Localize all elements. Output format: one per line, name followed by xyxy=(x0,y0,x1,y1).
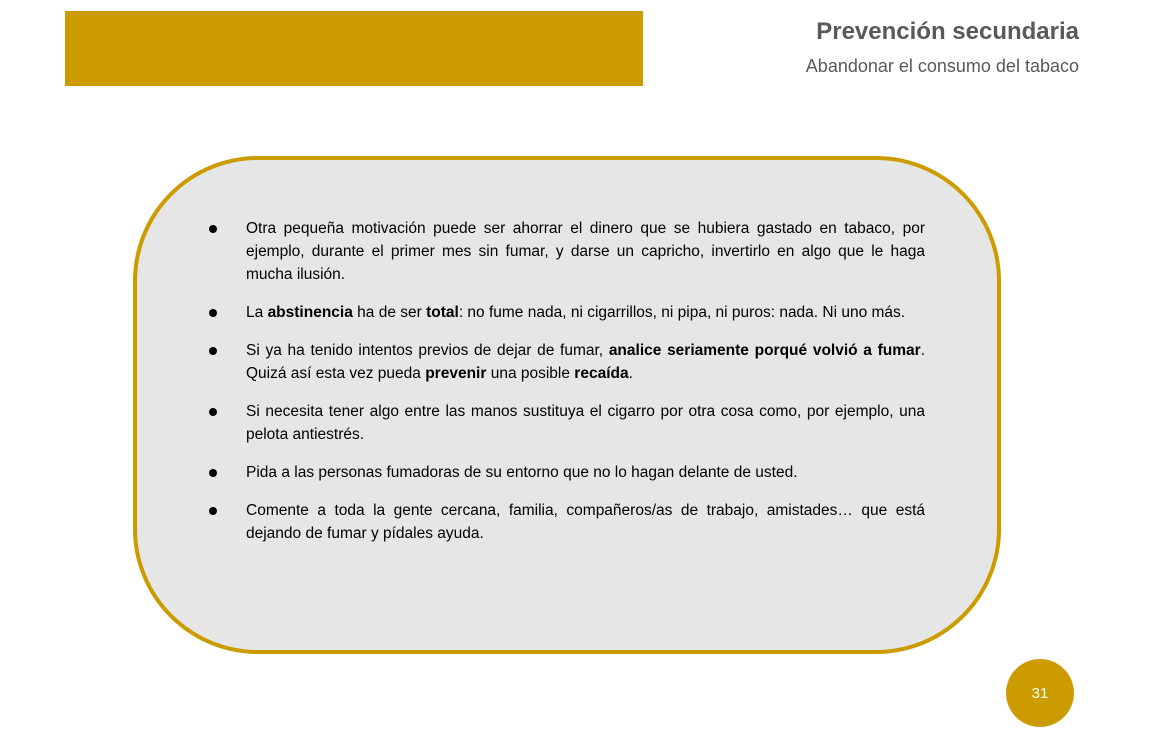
page-subtitle: Abandonar el consumo del tabaco xyxy=(805,56,1079,76)
text-segment: Comente a toda la gente cercana, familia, compañeros/as de trabajo, amistades… que está dejando de fumar y pídales ayuda. xyxy=(246,502,925,542)
bullet-dot-icon xyxy=(209,469,217,477)
text-segment: Si ya ha tenido intentos previos de dejar de fumar, xyxy=(246,342,609,359)
text-segment: . Quizá así esta vez pueda xyxy=(246,342,925,382)
bold-text: recaída xyxy=(574,365,629,382)
page-title: Prevención secundaria xyxy=(816,18,1079,45)
bold-text: prevenir xyxy=(425,365,487,382)
page-number: 31 xyxy=(1031,684,1049,702)
bold-text: analice seriamente porqué volvió a fumar xyxy=(608,342,921,359)
text-segment: una posible xyxy=(486,365,575,382)
list-item xyxy=(205,339,925,385)
bold-text: abstinencia xyxy=(267,304,353,321)
bullet-dot-icon xyxy=(209,347,217,355)
header-accent-bar xyxy=(65,11,643,86)
bullet-list xyxy=(205,217,925,560)
text-segment: . xyxy=(628,365,633,382)
text-segment: Si necesita tener algo entre las manos sustituya el cigarro por otra cosa como, por ejemplo, una pelota antiestrés. xyxy=(246,403,925,443)
list-item xyxy=(205,499,925,545)
list-item xyxy=(205,461,925,484)
bold-text: total xyxy=(426,304,459,321)
text-segment: La xyxy=(246,304,268,321)
text-segment: Pida a las personas fumadoras de su entorno que no lo hagan delante de usted. xyxy=(246,464,798,481)
page-number-badge xyxy=(1006,659,1074,727)
list-item xyxy=(205,301,925,324)
bullet-dot-icon xyxy=(209,408,217,416)
bullet-dot-icon xyxy=(209,309,217,317)
list-item xyxy=(205,400,925,446)
bullet-dot-icon xyxy=(209,225,217,233)
text-segment: ha de ser xyxy=(352,304,427,321)
text-segment: : no fume nada, ni cigarrillos, ni pipa, ni puros: nada. Ni uno más. xyxy=(458,304,906,321)
content-box xyxy=(133,156,1001,654)
bullet-dot-icon xyxy=(209,507,217,515)
text-segment: Otra pequeña motivación puede ser ahorrar el dinero que se hubiera gastado en tabaco, por ejemplo, durante el primer mes sin fumar, y darse un capricho, invertirlo en algo que le haga mucha ilusión. xyxy=(246,220,925,283)
list-item xyxy=(205,217,925,286)
